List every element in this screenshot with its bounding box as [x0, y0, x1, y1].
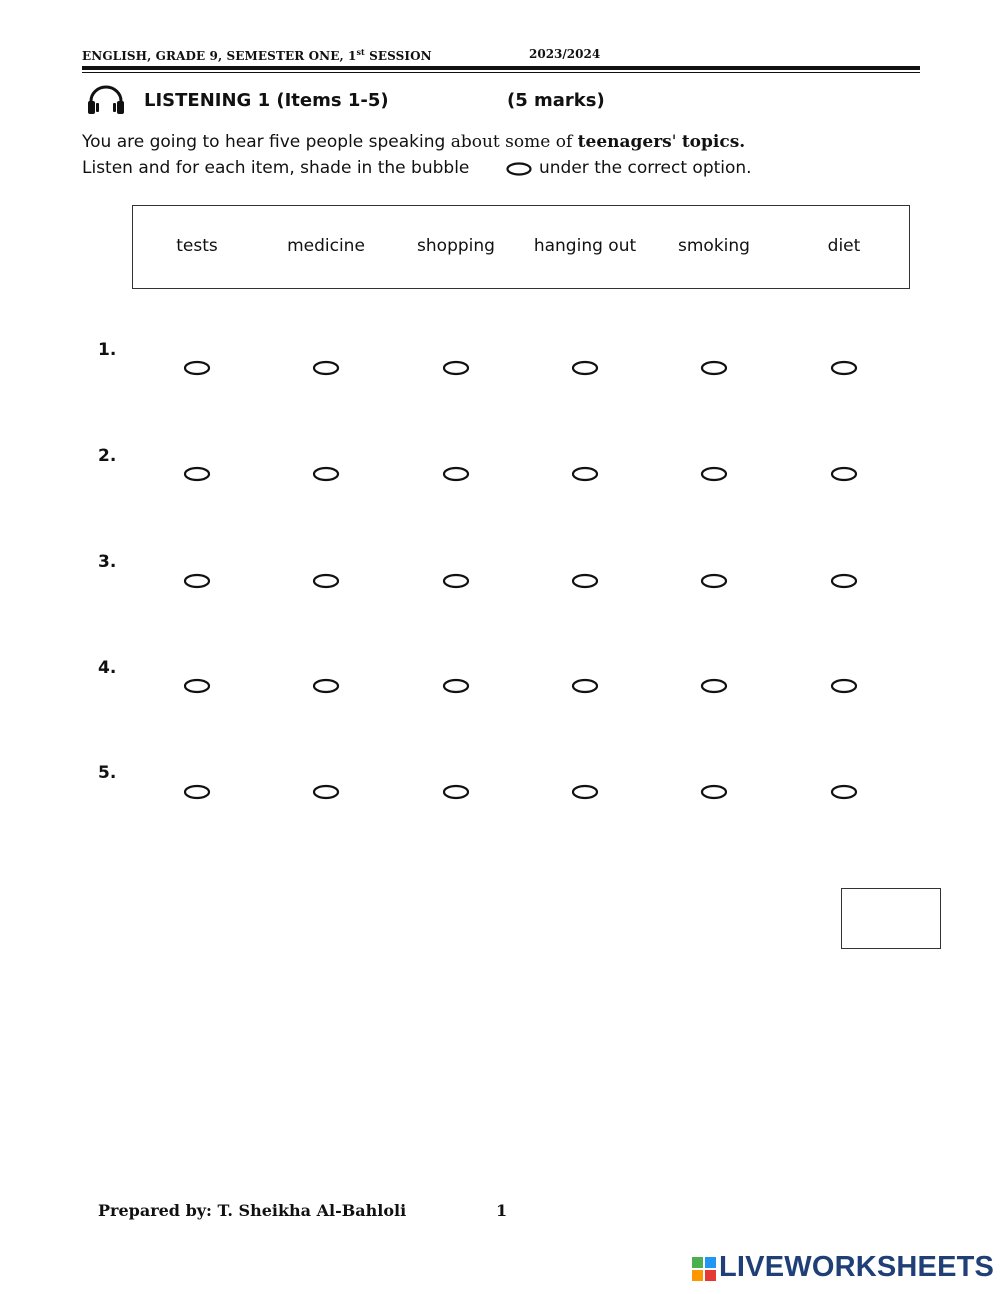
instr-1-bold-teenagers: teenagers: [577, 132, 672, 152]
course-text: ENGLISH, GRADE 9, SEMESTER ONE, 1: [82, 49, 357, 63]
answer-bubble-3-hanging-out[interactable]: [571, 573, 599, 589]
answer-bubble-5-medicine[interactable]: [312, 784, 340, 800]
instr-1-mid: about some of: [450, 132, 578, 152]
instruction-line-1: [82, 132, 745, 152]
answer-bubble-3-tests[interactable]: [183, 573, 211, 589]
option-tests: tests: [176, 236, 218, 256]
item-number-5: 5.: [98, 763, 117, 783]
answer-bubble-2-shopping[interactable]: [442, 466, 470, 482]
answer-bubble-3-medicine[interactable]: [312, 573, 340, 589]
headphones-icon: [86, 84, 126, 116]
answer-bubble-4-diet[interactable]: [830, 678, 858, 694]
answer-bubble-5-hanging-out[interactable]: [571, 784, 599, 800]
header-rule-thick: [82, 66, 920, 70]
answer-bubble-3-shopping[interactable]: [442, 573, 470, 589]
score-box: [841, 888, 941, 949]
answer-bubble-1-shopping[interactable]: [442, 360, 470, 376]
answer-bubble-5-tests[interactable]: [183, 784, 211, 800]
option-hanging-out: hanging out: [533, 236, 637, 256]
liveworksheets-logo-text[interactable]: LIVEWORKSHEETS: [719, 1251, 995, 1283]
answer-bubble-1-tests[interactable]: [183, 360, 211, 376]
answer-bubble-5-shopping[interactable]: [442, 784, 470, 800]
answer-bubble-4-hanging-out[interactable]: [571, 678, 599, 694]
answer-bubble-1-medicine[interactable]: [312, 360, 340, 376]
answer-bubble-2-tests[interactable]: [183, 466, 211, 482]
answer-bubble-2-smoking[interactable]: [700, 466, 728, 482]
item-number-1: 1.: [98, 340, 117, 360]
header-rule-thin: [82, 72, 920, 73]
item-number-3: 3.: [98, 552, 117, 572]
option-smoking: smoking: [678, 236, 750, 256]
answer-bubble-5-diet[interactable]: [830, 784, 858, 800]
course-ordinal: st: [356, 47, 365, 57]
page-number: 1: [496, 1201, 508, 1220]
answer-bubble-3-diet[interactable]: [830, 573, 858, 589]
option-diet: diet: [827, 236, 861, 256]
answer-bubble-4-tests[interactable]: [183, 678, 211, 694]
instruction-line-2: Listen and for each item, shade in the bubble: [82, 158, 470, 178]
answer-bubble-4-shopping[interactable]: [442, 678, 470, 694]
item-number-4: 4.: [98, 658, 117, 678]
instr-1-apostrophe: ': [671, 132, 682, 152]
option-shopping: shopping: [417, 236, 495, 256]
answer-bubble-1-hanging-out[interactable]: [571, 360, 599, 376]
answer-bubble-2-diet[interactable]: [830, 466, 858, 482]
course-session: SESSION: [364, 49, 432, 63]
exam-header-year: 2023/2024: [529, 47, 601, 61]
liveworksheets-logo-icon: [692, 1257, 716, 1281]
answer-bubble-2-medicine[interactable]: [312, 466, 340, 482]
answer-bubble-4-smoking[interactable]: [700, 678, 728, 694]
instruction-line-2-end: under the correct option.: [539, 158, 752, 178]
instr-1-start: You are going to hear five people speaking: [82, 132, 451, 152]
item-number-2: 2.: [98, 446, 117, 466]
bubble-example-icon: [506, 162, 532, 176]
instr-1-bold-topics: topics.: [681, 132, 746, 152]
answer-bubble-4-medicine[interactable]: [312, 678, 340, 694]
exam-header-course: [82, 47, 432, 63]
section-marks: (5 marks): [507, 90, 605, 111]
answer-bubble-3-smoking[interactable]: [700, 573, 728, 589]
option-medicine: medicine: [287, 236, 365, 256]
prepared-by: Prepared by: T. Sheikha Al-Bahloli: [98, 1201, 407, 1220]
section-title: LISTENING 1 (Items 1-5): [144, 90, 389, 111]
answer-bubble-1-diet[interactable]: [830, 360, 858, 376]
answer-bubble-1-smoking[interactable]: [700, 360, 728, 376]
answer-bubble-5-smoking[interactable]: [700, 784, 728, 800]
answer-bubble-2-hanging-out[interactable]: [571, 466, 599, 482]
